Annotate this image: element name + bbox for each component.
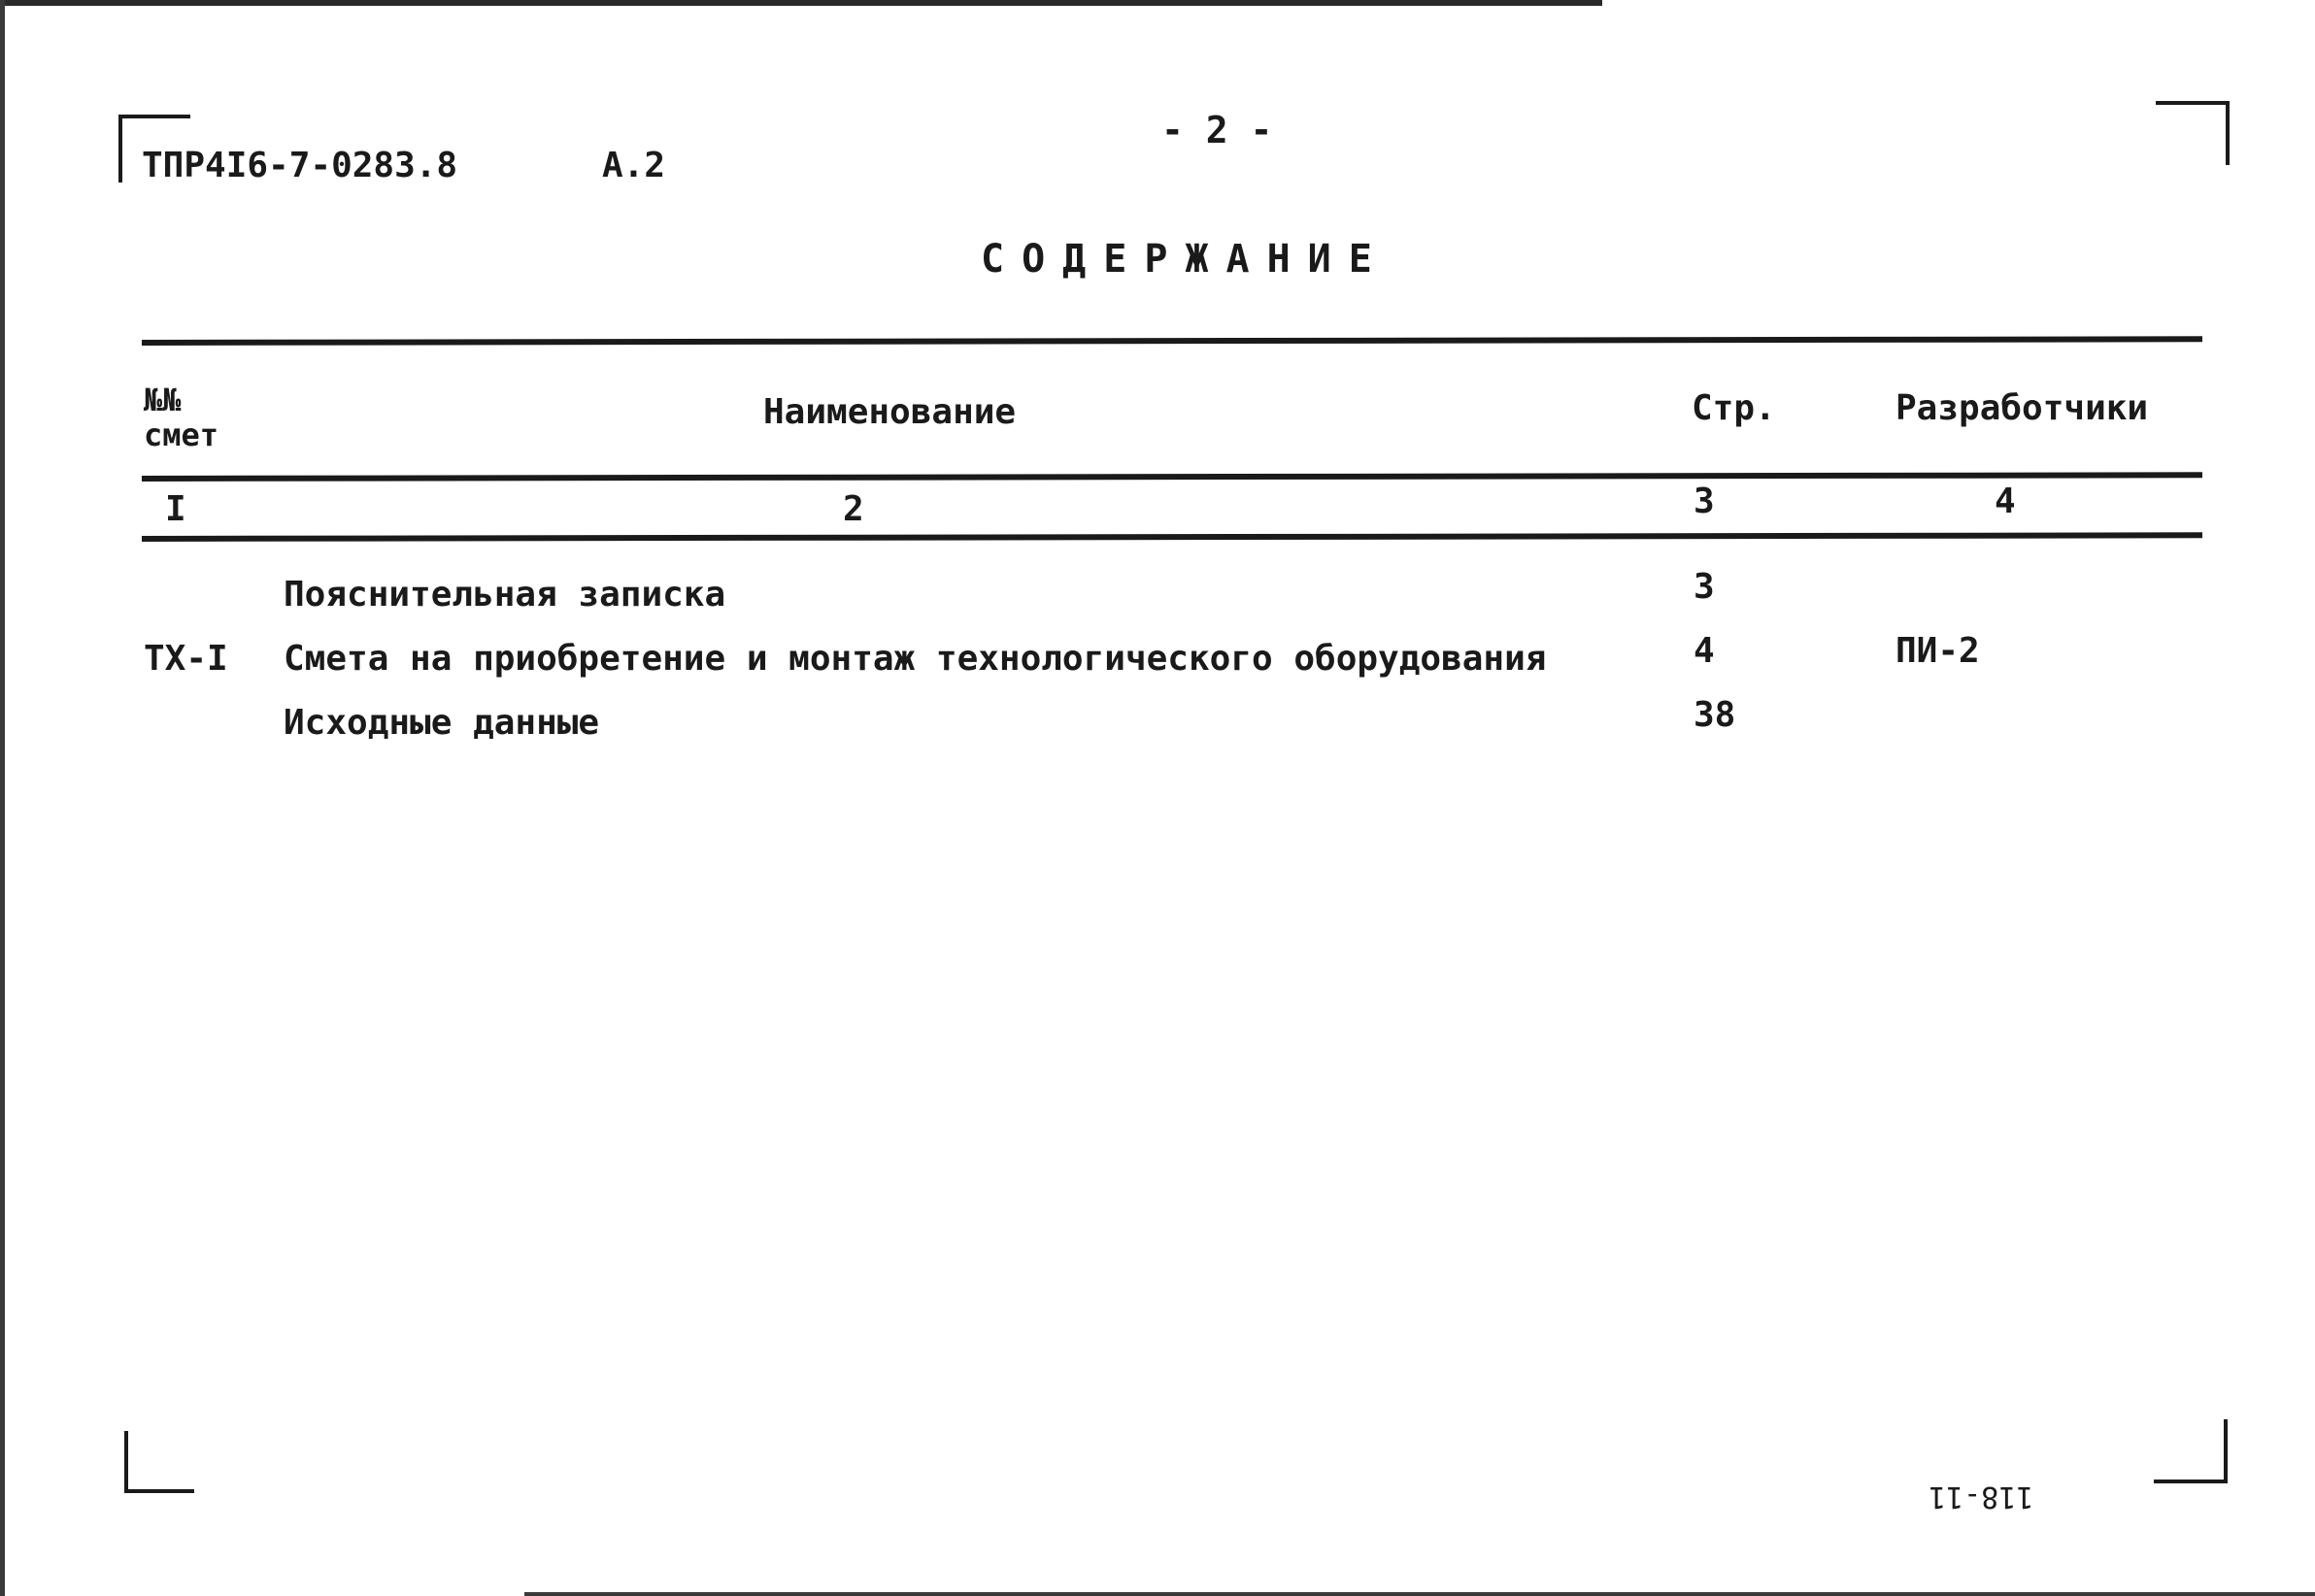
scan-edge-left: [0, 0, 5, 1596]
page-number: - 2 -: [1161, 109, 1273, 151]
scan-edge-bottom: [524, 1592, 2315, 1596]
table-row-name: Смета на приобретение и монтаж технологического оборудования: [284, 639, 1547, 679]
document-section: А.2: [602, 146, 666, 185]
table-row-developer: ПИ-2: [1896, 631, 1980, 671]
column-numbers-bottom-rule: [142, 532, 2202, 542]
footer-stamp: 118-11: [1929, 1480, 2034, 1513]
corner-mark-bottom-left: [124, 1431, 194, 1493]
column-number-1: I: [165, 489, 186, 529]
table-row-page: 38: [1694, 695, 1736, 735]
table-row-page: 4: [1694, 631, 1715, 671]
table-row-page: 3: [1694, 567, 1715, 607]
page-title: СОДЕРЖАНИЕ: [981, 237, 1390, 282]
column-number-2: 2: [843, 489, 864, 529]
column-number-4: 4: [1995, 482, 2016, 521]
table-row-estimate-number: ТХ-I: [144, 639, 228, 679]
column-number-3: 3: [1694, 482, 1715, 521]
table-row-name: Пояснительная записка: [284, 575, 726, 615]
corner-mark-top-right: [2156, 101, 2230, 165]
header-page: Стр.: [1692, 388, 1776, 428]
header-name: Наименование: [763, 392, 1017, 432]
scan-edge-top: [0, 0, 1602, 6]
document-code: ТПР4I6-7-0283.8: [142, 146, 458, 185]
header-estimate-number: №№ смет: [144, 382, 219, 453]
table-row-name: Исходные данные: [284, 703, 600, 743]
table-top-rule: [142, 336, 2202, 346]
header-developers: Разработчики: [1896, 388, 2149, 428]
corner-mark-bottom-right: [2154, 1419, 2228, 1483]
header-bottom-rule: [142, 472, 2202, 482]
